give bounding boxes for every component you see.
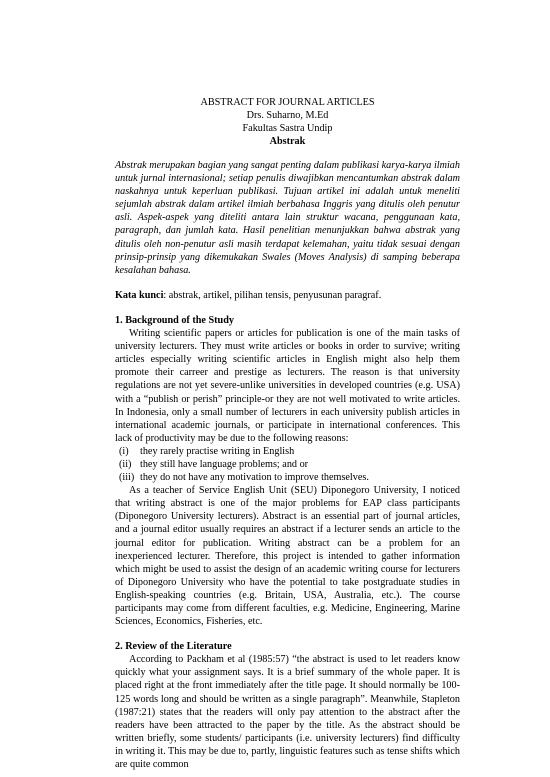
list-item-text: they still have language problems; and or — [140, 458, 309, 470]
abstract-heading: Abstrak — [269, 136, 306, 147]
section-2-paragraph-1: According to Packham et al (1985:57) “the abstract is used to let readers know quickly what your assignment says. It is a brief summary of the whole paper. It is placed right at the front immediately after the title page. It should normally be 100-125 words long and should be written as a single paragraph”. Meanwhile, Stapleton (1987:21) states that the readers will only pay attention to the abstract after the readers have been attracted to the paper by the title. As the abstract should be written briefly, some students/ participants (i.e. university lecturers) find difficulty in writing it. This may be due to, partly, linguistic features such as tense shifts which are quite common — [115, 654, 460, 771]
title-block — [115, 96, 460, 148]
section-2-heading: 2. Review of the Literature — [115, 641, 232, 653]
list-item-number: (iii) — [119, 472, 135, 484]
document-content — [115, 96, 460, 771]
paper-title: ABSTRACT FOR JOURNAL ARTICLES — [200, 97, 375, 108]
list-item — [115, 471, 460, 484]
abstract-text: Abstrak merupakan bagian yang sangat penting dalam publikasi karya-karya ilmiah untuk jurnal internasional; setiap penulis diwajibkan mencantumkan abstrak dalam naskahnya untuk keperluan publikasi. Tujuan artikel ini adalah untuk meneliti sejumlah abstrak dalam artikel ilmiah berbahasa Inggris yang ditulis oleh penutur asli. Aspek-aspek yang diteliti antara lain struktur wacana, penggunaan kata, paragraph, dan jumlah kata. Hasil penelitian menunjukkan bahwa abstrak yang ditulis oleh non-penutur asli masih terdapat kelemahan, yaitu tidak sesuai dengan prinsip-prinsip yang dikemukakan Swales (Moves Analysis) di samping beberapa kesalahan bahasa. — [115, 160, 460, 276]
section-1-heading: 1. Background of the Study — [115, 314, 234, 326]
section-1-paragraph-1: Writing scientific papers or articles for publication is one of the main tasks of university lecturers. They must write articles or books in order to survive; writing articles especially writing scientific articles in English might also help them promote their carreer and prestige as lecturers. The reason is that university regulations are not yet severe-unlike universities in developed countries (e.g. USA) with a “publish or perish” principle-or they are not well motivated to write articles. In Indonesia, only a small number of lecturers in each university publish articles in international academic journals, or participate in international conferences. This lack of productivity may be due to the following reasons: — [115, 328, 460, 444]
list-item-number: (i) — [119, 445, 129, 457]
author-affiliation: Fakultas Sastra Undip — [242, 123, 333, 134]
keywords — [115, 289, 460, 302]
list-item-number: (ii) — [119, 458, 132, 470]
author-name: Drs. Suharno, M.Ed — [246, 110, 329, 121]
section-1-paragraph-2: As a teacher of Service English Unit (SEU) Diponegoro University, I noticed that writing abstract is one of the major problems for EAP class participants (Diponegoro University lecturers). Abstract is an essential part of journal articles, and a journal editor usually requires an abstract if a lecturer sends an article to the journal editor for publication. Writing abstract can be a problem for an inexperienced lecturer. Therefore, this project is intended to gather information which might be used to assist the design of an academic writing course for lecturers of Diponegoro University who have the potential to take postgraduate studies in English-speaking countries (e.g. Britain, USA, Australia, etc.). The course participants may come from different faculties, e.g. Medicine, Engineering, Marine Sciences, Economics, Fisheries, etc. — [115, 485, 460, 628]
list-item — [115, 458, 460, 471]
list-item-text: they do not have any motivation to improve themselves. — [140, 472, 369, 484]
reasons-list — [115, 445, 460, 484]
list-item — [115, 445, 460, 458]
keywords-text: : abstrak, artikel, pilihan tensis, penyusunan paragraf. — [163, 289, 382, 301]
keywords-label: Kata kunci — [115, 289, 164, 301]
list-item-text: they rarely practise writing in English — [140, 445, 295, 457]
